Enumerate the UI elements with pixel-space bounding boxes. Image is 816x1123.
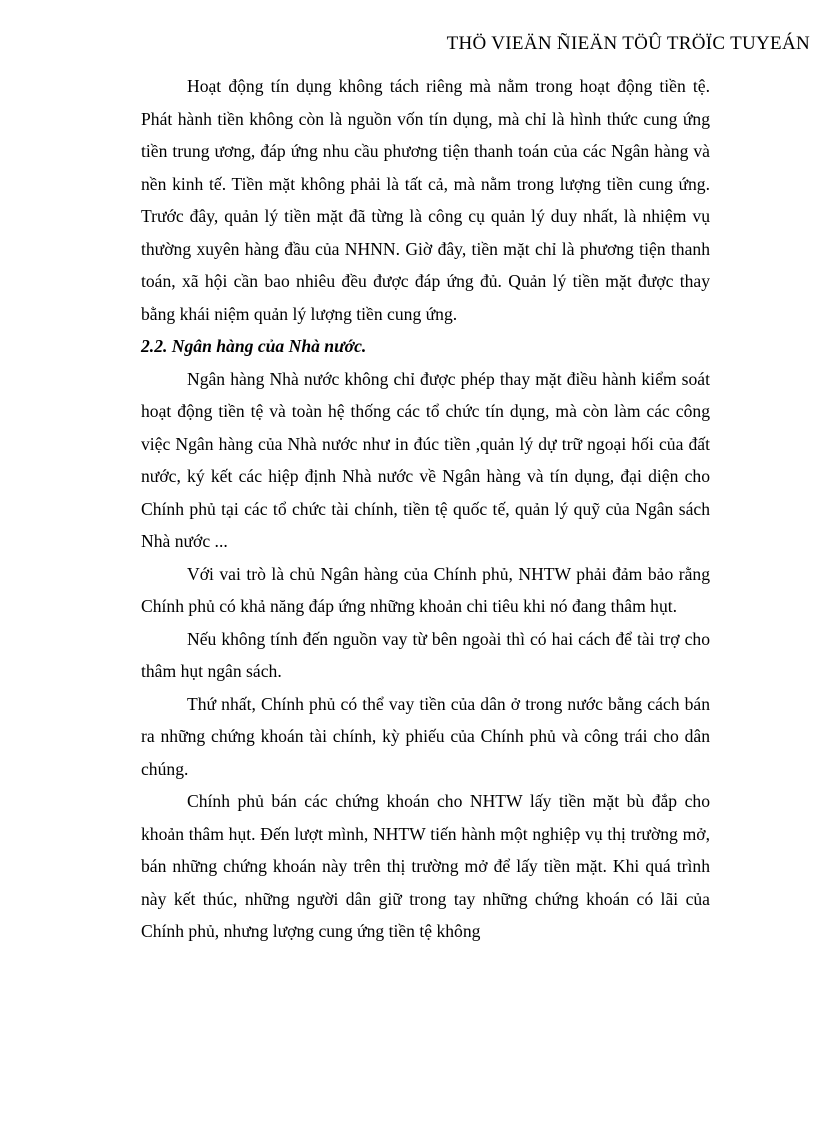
paragraph-first-method: Thứ nhất, Chính phủ có thể vay tiền của dân ở trong nước bằng cách bán ra những chứng khoán tài chính, kỳ phiếu của Chính phủ và công trái cho dân chúng. [141,693,710,779]
paragraph-open-market: Chính phủ bán các chứng khoán cho NHTW lấy tiền mặt bù đắp cho khoản thâm hụt. Đến lượt mình, NHTW tiến hành một nghiệp vụ thị trường mở, bán những chứng khoán này trên thị trường mở để lấy tiền mặt. Khi quá trình này kết thúc, những người dân giữ trong tay những chứng khoán có lãi của Chính phủ, nhưng lượng cung ứng tiền tệ không [141,791,710,941]
section-heading: 2.2. Ngân hàng của Nhà nước. [141,336,367,356]
paragraph-government-bank: Với vai trò là chủ Ngân hàng của Chính phủ, NHTW phải đảm bảo rằng Chính phủ có khả năng đáp ứng những khoản chi tiêu khi nó đang thâm hụt. [141,563,710,616]
document-body [141,70,710,948]
page-header: THÖ VIEÄN ÑIEÄN TÖÛ TRÖÏC TUYEÁN [446,33,810,54]
paragraph-deficit-financing: Nếu không tính đến nguồn vay từ bên ngoài thì có hai cách để tài trợ cho thâm hụt ngân sách. [141,628,710,681]
paragraph-state-bank-role: Ngân hàng Nhà nước không chỉ được phép thay mặt điều hành kiểm soát hoạt động tiền tệ và toàn hệ thống các tổ chức tín dụng, mà còn làm các công việc Ngân hàng của Nhà nước như in đúc tiền ,quản lý dự trữ ngoại hối của đất nước, ký kết các hiệp định Nhà nước về Ngân hàng và tín dụng, đại diện cho Chính phủ tại các tổ chức tài chính, tiền tệ quốc tế, quản lý quỹ của Ngân sách Nhà nước ... [141,368,710,551]
paragraph-money-supply: Hoạt động tín dụng không tách riêng mà nằm trong hoạt động tiền tệ. Phát hành tiền không còn là nguồn vốn tín dụng, mà chỉ là hình thức cung ứng tiền trung ương, đáp ứng nhu cầu phương tiện thanh toán của các Ngân hàng và nền kinh tế. Tiền mặt không phải là tất cả, mà nằm trong lượng tiền cung ứng. Trước đây, quản lý tiền mặt đã từng là công cụ quản lý duy nhất, là nhiệm vụ thường xuyên hàng đầu của NHNN. Giờ đây, tiền mặt chỉ là phương tiện thanh toán, xã hội cần bao nhiêu đều được đáp ứng đủ. Quản lý tiền mặt được thay bằng khái niệm quản lý lượng tiền cung ứng. [141,76,710,324]
